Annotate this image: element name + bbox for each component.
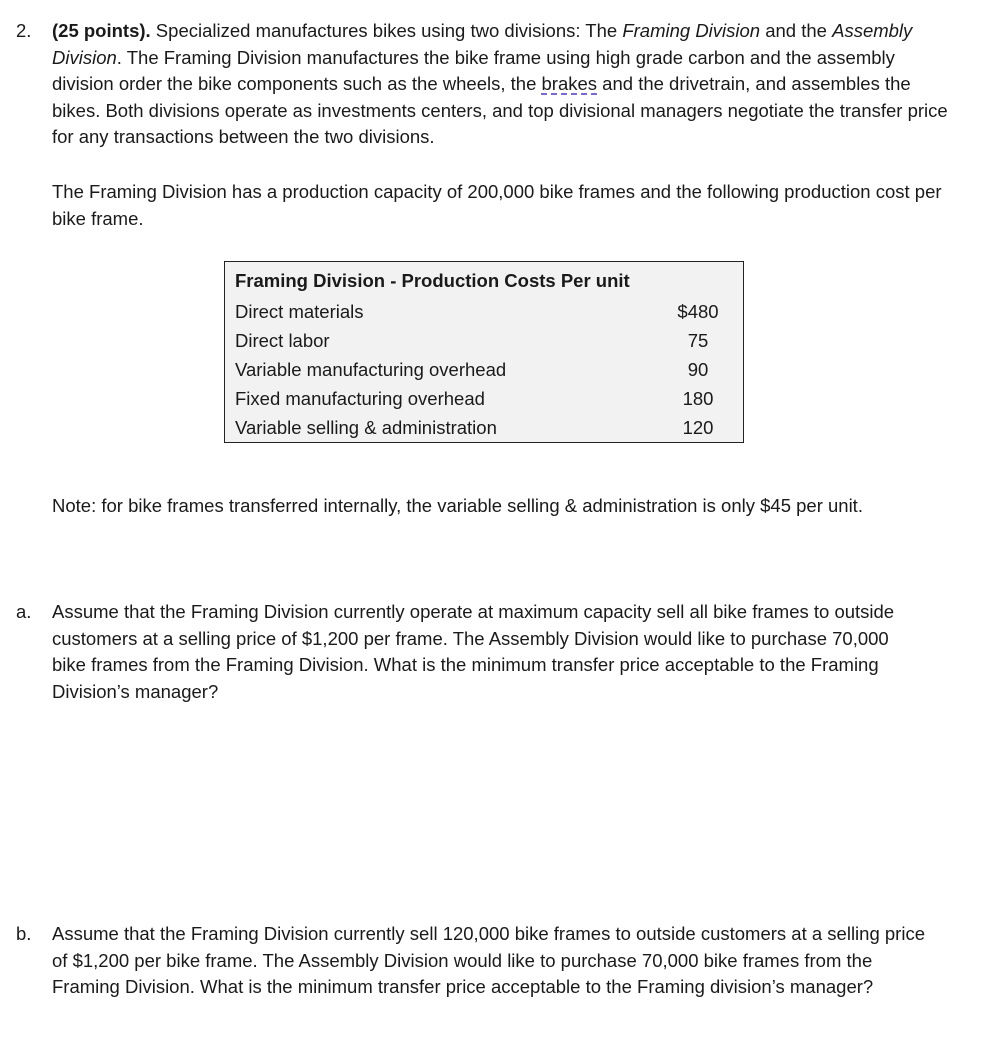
question-intro: (25 points). Specialized manufactures bikes using two divisions: The Framing Division and the Assembly Division. The Framing Division manufactures the bike frame using high grade carbon and the assembly division order the bike components such as the wheels, the brakes and the drivetrain, and assembles the bikes. Both divisions operate as investments centers, and top divisional managers negotiate the transfer price for any transactions between the two divisions. [52, 20, 948, 147]
assembly-division-term: Assembly Division [52, 20, 913, 68]
capacity-paragraph: The Framing Division has a production capacity of 200,000 bike frames and the following production cost per bike frame. [52, 181, 942, 229]
spellcheck-word-brakes[interactable]: brakes [541, 73, 598, 94]
framing-division-term: Framing Division [622, 20, 761, 41]
table-row [225, 384, 744, 413]
cost-value: 90 [687, 358, 709, 380]
table-row [225, 326, 744, 355]
internal-transfer-note: Note: for bike frames transferred internally, the variable selling & administration is only $45 per unit. [52, 495, 863, 516]
cost-value: 75 [687, 329, 709, 351]
part-a-label: a. [16, 601, 32, 622]
cost-value: 120 [653, 413, 744, 443]
table-title: Framing Division - Production Costs Per unit [235, 269, 630, 291]
table-row [225, 297, 744, 326]
table-row [225, 355, 744, 384]
table-row [225, 413, 744, 443]
part-a-text: Assume that the Framing Division currently operate at maximum capacity sell all bike frames to outside customers at a selling price of $1,200 per frame. The Assembly Division would like to purchase 70,000 bike frames from the Framing Division. What is the minimum transfer price acceptable to the Framing Division’s manager? [52, 601, 895, 702]
points-label: (25 points). [52, 20, 151, 41]
cost-value: 180 [682, 387, 714, 409]
cost-label: Direct labor [235, 329, 330, 351]
question-number: 2. [16, 20, 32, 41]
cost-label: Direct materials [235, 300, 364, 322]
cost-value: $480 [677, 300, 719, 322]
part-b-text: Assume that the Framing Division currently sell 120,000 bike frames to outside customers at a selling price of $1,200 per bike frame. The Assembly Division would like to purchase 70,000 bike frames from the Framing Division. What is the minimum transfer price acceptable to the Framing division’s manager? [52, 923, 925, 997]
part-b-label: b. [16, 923, 32, 944]
production-cost-table [224, 261, 744, 443]
cost-label: Variable manufacturing overhead [235, 358, 507, 380]
cost-label: Variable selling & administration [225, 413, 654, 443]
cost-label: Fixed manufacturing overhead [235, 387, 485, 409]
